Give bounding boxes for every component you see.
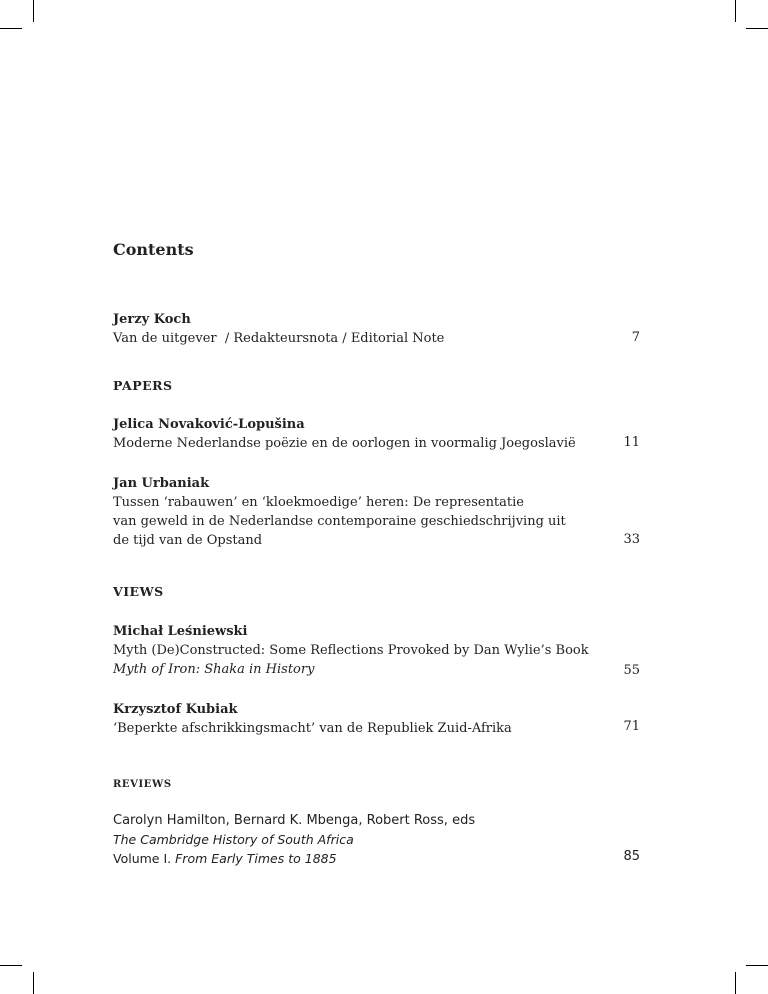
crop-mark xyxy=(735,0,736,22)
review-volume-title: From Early Times to 1885 xyxy=(175,851,337,866)
entry-book-title: Myth of Iron: Shaka in History xyxy=(113,662,315,677)
entry-title: ‘Beperkte afschrikkingsmacht’ van de Republiek Zuid-Afrika xyxy=(113,721,512,736)
toc-entry-paper xyxy=(113,475,643,550)
crop-mark xyxy=(746,28,768,29)
entry-title: Moderne Nederlandse poëzie en de oorlogen in voormalig Joegoslavië xyxy=(113,436,576,451)
entry-page-number: 55 xyxy=(623,663,640,678)
review-volume xyxy=(113,849,643,868)
entry-page-number: 33 xyxy=(623,532,640,547)
toc-entry-editorial xyxy=(113,311,643,348)
page-title: Contents xyxy=(113,240,194,259)
toc-entry-view xyxy=(113,623,643,679)
review-editors: Carolyn Hamilton, Bernard K. Mbenga, Robert Ross, eds xyxy=(113,813,476,828)
crop-mark xyxy=(33,972,34,994)
entry-title-line: de tijd van de Opstand xyxy=(113,533,263,548)
entry-title: Van de uitgever / Redakteursnota / Editorial Note xyxy=(113,331,445,346)
crop-mark xyxy=(33,0,34,22)
entry-page-number: 85 xyxy=(623,849,640,864)
review-book-title: The Cambridge History of South Africa xyxy=(113,832,354,847)
crop-mark xyxy=(735,972,736,994)
section-heading-papers: PAPERS xyxy=(113,378,173,393)
entry-author: Jerzy Koch xyxy=(113,312,191,327)
entry-author: Jan Urbaniak xyxy=(113,476,210,491)
crop-mark xyxy=(0,28,22,29)
entry-author: Krzysztof Kubiak xyxy=(113,702,238,717)
section-heading-reviews: REVIEWS xyxy=(113,779,172,790)
toc-entry-paper xyxy=(113,416,643,453)
toc-entry-review xyxy=(113,811,643,868)
crop-mark xyxy=(746,965,768,966)
entry-page-number: 71 xyxy=(623,719,640,734)
entry-page-number: 7 xyxy=(631,330,640,345)
toc-entry-view xyxy=(113,701,643,738)
entry-title-line: van geweld in de Nederlandse contemporaine geschiedschrijving uit xyxy=(113,514,566,529)
entry-author: Jelica Novaković-Lopušina xyxy=(113,417,305,432)
entry-page-number: 11 xyxy=(623,435,640,450)
crop-mark xyxy=(0,965,22,966)
entry-author: Michał Leśniewski xyxy=(113,624,248,639)
entry-title-line: Tussen ‘rabauwen’ en ‘kloekmoedige’ heren: De representatie xyxy=(113,495,524,510)
review-volume-label: Volume I. xyxy=(113,851,172,866)
entry-title-line: Myth (De)Constructed: Some Reflections Provoked by Dan Wylie’s Book xyxy=(113,643,589,658)
section-heading-views: VIEWS xyxy=(113,584,164,599)
